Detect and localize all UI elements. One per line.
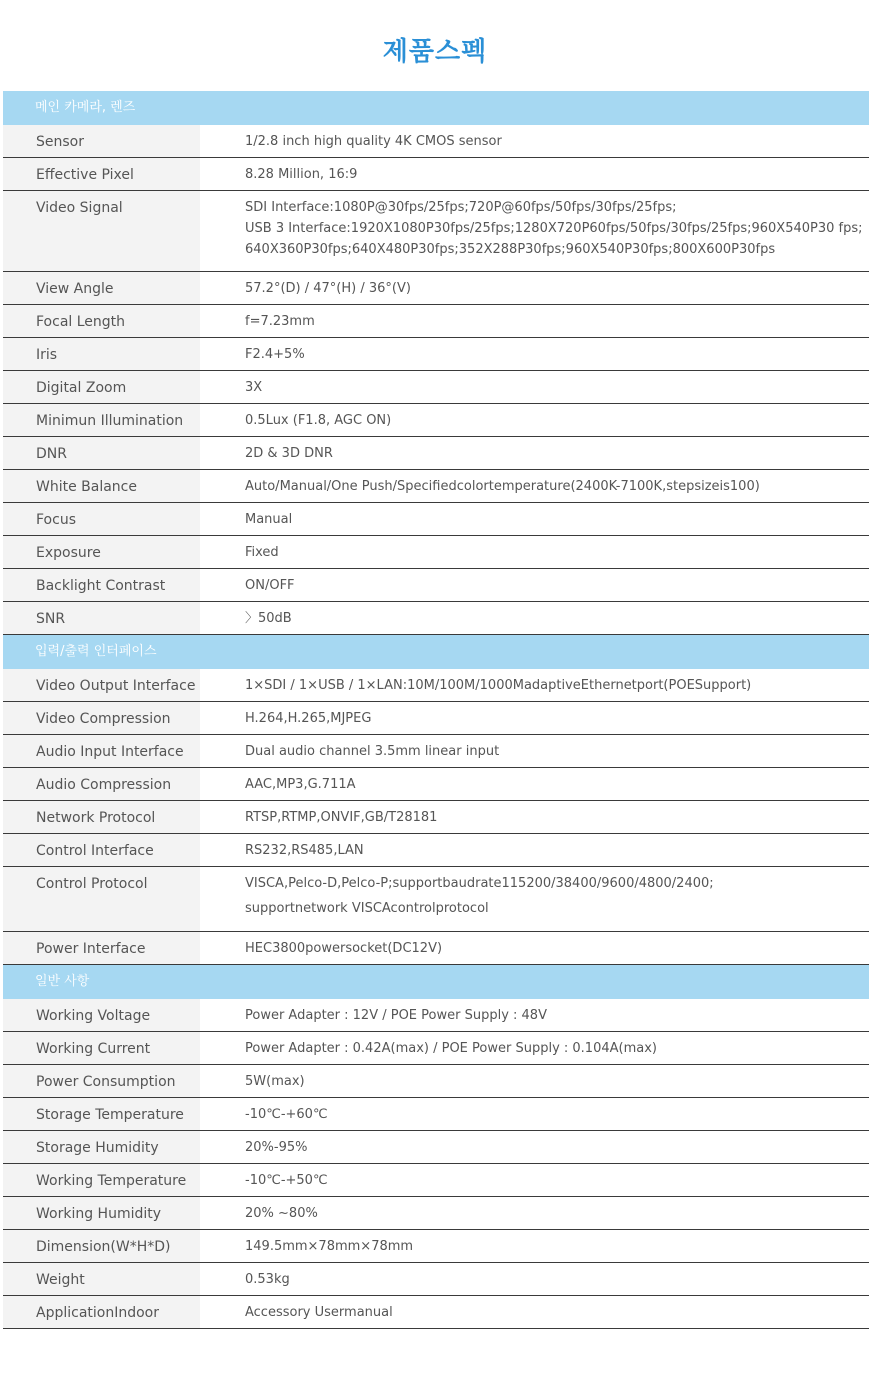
spec-value-line: 149.5mm×78mm×78mm (245, 1239, 414, 1254)
spec-row (3, 158, 869, 191)
spec-value-line: Dual audio channel 3.5mm linear input (245, 744, 500, 759)
spec-value-line: H.264,H.265,MJPEG (245, 711, 372, 726)
spec-value (200, 305, 869, 337)
spec-value-line: 20% ~80% (245, 1206, 318, 1221)
spec-label: ApplicationIndoor (3, 1296, 200, 1328)
spec-label: Iris (3, 338, 200, 370)
spec-value-line: F2.4+5% (245, 347, 305, 362)
spec-value-line: Accessory Usermanual (245, 1305, 393, 1320)
spec-row (3, 305, 869, 338)
spec-value-line: Power Adapter : 0.42A(max) / POE Power Supply : 0.104A(max) (245, 1041, 657, 1056)
spec-label: Working Voltage (3, 999, 200, 1031)
spec-label: Control Protocol (3, 867, 200, 931)
spec-row (3, 669, 869, 702)
spec-row (3, 272, 869, 305)
spec-label: SNR (3, 602, 200, 634)
section-header: 메인 카메라, 렌즈 (3, 91, 869, 125)
spec-value (200, 702, 869, 734)
spec-row (3, 867, 869, 932)
spec-label: Video Output Interface (3, 669, 200, 701)
spec-value (200, 834, 869, 866)
spec-value (200, 1230, 869, 1262)
section-header: 입력/출력 인터페이스 (3, 635, 869, 669)
spec-label: View Angle (3, 272, 200, 304)
spec-row (3, 437, 869, 470)
spec-value (200, 1296, 869, 1328)
spec-row (3, 470, 869, 503)
spec-label: Weight (3, 1263, 200, 1295)
spec-label: Storage Temperature (3, 1098, 200, 1130)
spec-value (200, 125, 869, 157)
spec-label: Effective Pixel (3, 158, 200, 190)
spec-row (3, 999, 869, 1032)
spec-label: Control Interface (3, 834, 200, 866)
spec-row (3, 735, 869, 768)
spec-value-line: 20%-95% (245, 1140, 308, 1155)
spec-row (3, 191, 869, 272)
spec-value (200, 1032, 869, 1064)
spec-row (3, 569, 869, 602)
spec-label: Storage Humidity (3, 1131, 200, 1163)
spec-value (200, 470, 869, 502)
spec-value-line: Fixed (245, 545, 279, 560)
spec-value-line: 〉50dB (245, 611, 292, 626)
spec-label: Digital Zoom (3, 371, 200, 403)
spec-row (3, 1197, 869, 1230)
spec-row (3, 1065, 869, 1098)
spec-value-line: -10℃-+50℃ (245, 1173, 328, 1188)
spec-label: Minimun Illumination (3, 404, 200, 436)
spec-value-line: -10℃-+60℃ (245, 1107, 328, 1122)
spec-row (3, 801, 869, 834)
spec-value (200, 437, 869, 469)
spec-value (200, 801, 869, 833)
spec-value-line: 8.28 Million, 16:9 (245, 167, 358, 182)
spec-row (3, 1296, 869, 1329)
spec-value (200, 272, 869, 304)
spec-row (3, 1098, 869, 1131)
spec-value-line: USB 3 Interface:1920X1080P30fps/25fps;1280X720P60fps/50fps/30fps/25fps;960X540P30 fps; (245, 221, 863, 236)
spec-value (200, 1131, 869, 1163)
spec-value (200, 999, 869, 1031)
spec-row (3, 768, 869, 801)
spec-value-line: ON/OFF (245, 578, 295, 593)
spec-value-line: 5W(max) (245, 1074, 305, 1089)
spec-value (200, 1164, 869, 1196)
spec-value-line: SDI Interface:1080P@30fps/25fps;720P@60fps/50fps/30fps/25fps; (245, 200, 677, 215)
spec-row (3, 1263, 869, 1296)
spec-row (3, 1032, 869, 1065)
spec-value (200, 404, 869, 436)
spec-label: Audio Compression (3, 768, 200, 800)
spec-row (3, 371, 869, 404)
spec-label: Audio Input Interface (3, 735, 200, 767)
spec-label: Network Protocol (3, 801, 200, 833)
spec-label: Working Humidity (3, 1197, 200, 1229)
spec-label: Dimension(W*H*D) (3, 1230, 200, 1262)
page-title: 제품스펙 (382, 37, 488, 67)
spec-value (200, 503, 869, 535)
spec-row (3, 503, 869, 536)
spec-value-line: 57.2°(D) / 47°(H) / 36°(V) (245, 281, 411, 296)
spec-label: White Balance (3, 470, 200, 502)
spec-row (3, 125, 869, 158)
spec-label: Power Consumption (3, 1065, 200, 1097)
spec-row (3, 1230, 869, 1263)
spec-value-line: AAC,MP3,G.711A (245, 777, 356, 792)
spec-value (200, 569, 869, 601)
spec-value (200, 1263, 869, 1295)
spec-value-line: Power Adapter : 12V / POE Power Supply : 48V (245, 1008, 547, 1023)
spec-value (200, 191, 869, 271)
spec-row (3, 1131, 869, 1164)
spec-label: Exposure (3, 536, 200, 568)
spec-row (3, 1164, 869, 1197)
spec-row (3, 404, 869, 437)
spec-label: Sensor (3, 125, 200, 157)
spec-value-line: VISCA,Pelco-D,Pelco-P;supportbaudrate115200/38400/9600/4800/2400; (245, 876, 714, 891)
spec-value (200, 1065, 869, 1097)
spec-value (200, 158, 869, 190)
spec-label: Focal Length (3, 305, 200, 337)
spec-value-line: 1×SDI / 1×USB / 1×LAN:10M/100M/1000MadaptiveEthernetport(POESupport) (245, 678, 752, 693)
spec-label: Backlight Contrast (3, 569, 200, 601)
spec-value-line: Manual (245, 512, 293, 527)
spec-row (3, 602, 869, 635)
spec-value (200, 1098, 869, 1130)
spec-row (3, 932, 869, 965)
spec-table (3, 91, 869, 1329)
spec-value (200, 867, 869, 931)
spec-value-line: 0.5Lux (F1.8, AGC ON) (245, 413, 392, 428)
spec-value (200, 768, 869, 800)
spec-label: Focus (3, 503, 200, 535)
section-header: 일반 사항 (3, 965, 869, 999)
spec-label: Working Current (3, 1032, 200, 1064)
spec-value-line: HEC3800powersocket(DC12V) (245, 941, 443, 956)
spec-value-line: 640X360P30fps;640X480P30fps;352X288P30fps;960X540P30fps;800X600P30fps (245, 242, 776, 257)
spec-value-line: supportnetwork VISCAcontrolprotocol (245, 901, 489, 916)
spec-label: Video Compression (3, 702, 200, 734)
spec-value-line: 0.53kg (245, 1272, 290, 1287)
spec-row (3, 536, 869, 569)
spec-row (3, 834, 869, 867)
spec-value-line: RTSP,RTMP,ONVIF,GB/T28181 (245, 810, 438, 825)
spec-row (3, 338, 869, 371)
spec-value-line: RS232,RS485,LAN (245, 843, 364, 858)
spec-label: DNR (3, 437, 200, 469)
spec-value (200, 338, 869, 370)
spec-label: Video Signal (3, 191, 200, 271)
spec-value (200, 735, 869, 767)
spec-value (200, 371, 869, 403)
spec-value-line: 3X (245, 380, 263, 395)
spec-value (200, 669, 869, 701)
spec-label: Power Interface (3, 932, 200, 964)
spec-value (200, 1197, 869, 1229)
spec-value (200, 932, 869, 964)
spec-value-line: Auto/Manual/One Push/Specifiedcolortemperature(2400K-7100K,stepsizeis100) (245, 479, 760, 494)
spec-value-line: 1/2.8 inch high quality 4K CMOS sensor (245, 134, 502, 149)
spec-label: Working Temperature (3, 1164, 200, 1196)
spec-value-line: 2D & 3D DNR (245, 446, 333, 461)
spec-value-line: f=7.23mm (245, 314, 315, 329)
spec-value (200, 536, 869, 568)
spec-row (3, 702, 869, 735)
spec-value (200, 602, 869, 634)
